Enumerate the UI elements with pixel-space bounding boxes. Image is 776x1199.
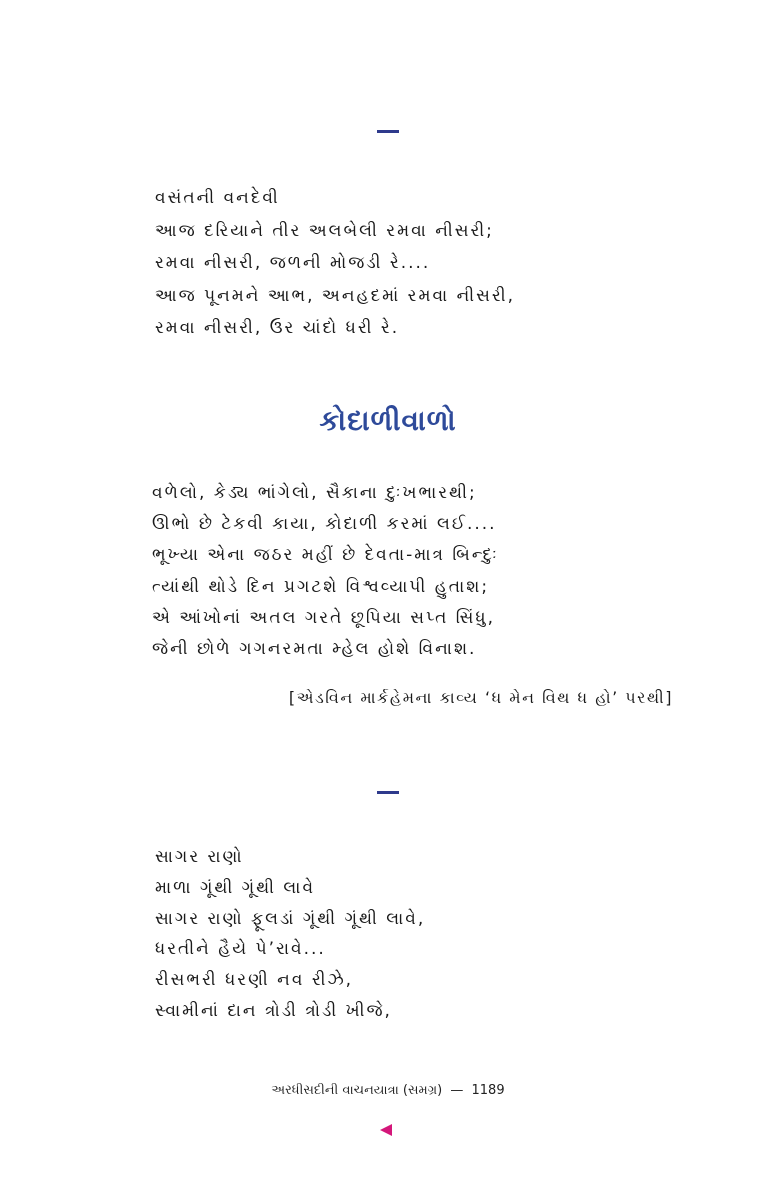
verse-line: માળા ગૂંથી ગૂંથી લાવે xyxy=(155,877,316,898)
footer-separator: — xyxy=(450,1083,464,1098)
section-divider-middle xyxy=(377,791,399,794)
stanza-sagar xyxy=(155,842,425,1027)
verse-line: ત્યાંથી થોડે દિન પ્રગટશે વિશ્વવ્યાપી હુતાશ; xyxy=(152,576,490,597)
verse-line: ઊભો છે ટેકવી કાયા, કોદાળી કરમાં લઈ.... xyxy=(152,514,497,535)
verse-line: સાગર રાણો ફૂલડાં ગૂંથી ગૂંથી લાવે, xyxy=(155,908,426,929)
verse-line: ધરતીને હૈયે પે’રાવે... xyxy=(155,939,326,960)
poem-title: કોદાળીવાળો xyxy=(319,404,457,437)
verse-line: રીસભરી ધરણી નવ રીઝે, xyxy=(155,970,354,991)
verse-line: વળેલો, કેડ્ય ભાંગેલો, સૈકાના દુઃખભારથી; xyxy=(152,483,477,503)
verse-line: વસંતની વનદેવી xyxy=(155,188,280,208)
verse-line: સ્વામીનાં દાન ત્રોડી ત્રોડી ખીજે, xyxy=(155,1000,392,1021)
verse-line: જેની છોળે ગગનરમતા મ્હેલ હોશે વિનાશ. xyxy=(152,638,477,659)
verse-line: આજ દરિયાને તીર અલબેલી રમવા નીસરી; xyxy=(155,220,494,241)
left-triangle-icon[interactable] xyxy=(380,1124,392,1136)
verse-line: રમવા નીસરી, જળની મોજડી રે.... xyxy=(155,253,431,273)
source-attribution: [એડવિન માર્કહેમના કાવ્ય ‘ધ મેન વિથ ધ હો’ પરથી] xyxy=(288,688,673,707)
verse-line: ભૂખ્યા એના જઠર મહીં છે દેવતા-માત્ર બિન્દુઃ xyxy=(152,545,499,566)
poem-body xyxy=(152,478,499,665)
verse-line: આજ પૂનમને આભ, અનહદમાં રમવા નીસરી, xyxy=(155,285,515,306)
verse-line: રમવા નીસરી, ઉર ચાંદો ધરી રે. xyxy=(155,318,400,338)
stanza-vasant xyxy=(155,182,515,345)
verse-line: સાગર રાણો xyxy=(155,847,244,867)
section-divider-top xyxy=(377,130,399,133)
book-title: અરધીસદીની વાચનયાત્રા (સમગ્ર) xyxy=(271,1083,443,1098)
page-number: 1189 xyxy=(471,1083,505,1098)
page-footer xyxy=(0,1083,776,1098)
verse-line: એ આંખોનાં અતલ ગરતે છૂપિયા સપ્ત સિંધુ, xyxy=(152,607,496,628)
